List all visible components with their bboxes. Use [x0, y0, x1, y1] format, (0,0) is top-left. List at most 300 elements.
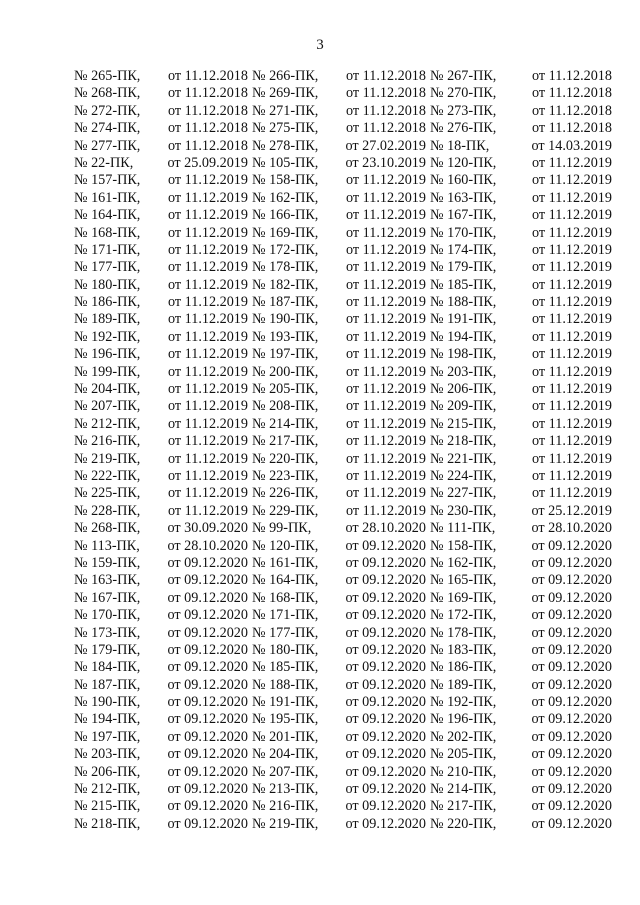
document-date: от 11.12.2019 — [532, 450, 612, 467]
list-row — [74, 120, 618, 137]
document-date: от 09.12.2020 — [345, 641, 426, 658]
document-entry — [74, 311, 252, 328]
document-entry — [252, 694, 430, 711]
document-entry — [430, 677, 612, 694]
document-date: от 11.12.2019 — [346, 172, 426, 189]
document-list — [74, 68, 618, 833]
document-entry — [74, 329, 252, 346]
list-row — [74, 277, 618, 294]
document-entry — [430, 364, 612, 381]
document-entry — [430, 607, 612, 624]
document-number: № 187-ПК, — [252, 294, 319, 311]
document-date: от 11.12.2019 — [532, 328, 612, 345]
document-number: № 170-ПК, — [74, 607, 141, 624]
document-date: от 11.12.2019 — [346, 207, 426, 224]
document-date: от 11.12.2019 — [532, 485, 612, 502]
document-number: № 204-ПК, — [252, 746, 319, 763]
document-entry — [74, 294, 252, 311]
document-entry — [430, 155, 612, 172]
document-number: № 204-ПК, — [74, 381, 141, 398]
document-entry — [74, 659, 252, 676]
document-number: № 172-ПК, — [252, 241, 319, 258]
document-entry — [252, 677, 430, 694]
document-date: от 11.12.2018 — [168, 85, 248, 102]
document-number: № 227-ПК, — [430, 485, 497, 502]
document-number: № 190-ПК, — [252, 311, 319, 328]
document-entry — [74, 520, 252, 537]
document-date: от 11.12.2019 — [346, 328, 426, 345]
document-date: от 28.10.2020 — [531, 520, 612, 537]
document-number: № 272-ПК, — [74, 102, 141, 119]
document-date: от 11.12.2019 — [168, 485, 248, 502]
document-date: от 11.12.2018 — [532, 120, 612, 137]
document-number: № 18-ПК, — [430, 137, 490, 154]
document-number: № 277-ПК, — [74, 137, 141, 154]
document-number: № 171-ПК, — [74, 241, 141, 258]
document-number: № 213-ПК, — [252, 781, 319, 798]
document-number: № 192-ПК, — [74, 328, 141, 345]
document-date: от 11.12.2018 — [532, 68, 612, 84]
document-number: № 190-ПК, — [74, 694, 141, 711]
document-date: от 11.12.2019 — [168, 276, 248, 293]
document-number: № 170-ПК, — [430, 224, 497, 241]
list-row — [74, 433, 618, 450]
document-date: от 09.12.2020 — [531, 763, 612, 780]
document-entry — [74, 190, 252, 207]
document-entry — [74, 764, 252, 781]
document-date: от 25.12.2019 — [531, 502, 612, 519]
document-date: от 11.12.2019 — [168, 381, 248, 398]
document-entry — [430, 468, 612, 485]
document-number: № 221-ПК, — [430, 450, 497, 467]
list-row — [74, 416, 618, 433]
document-entry — [74, 642, 252, 659]
document-number: № 229-ПК, — [252, 502, 319, 519]
document-entry — [74, 207, 252, 224]
list-row — [74, 311, 618, 328]
document-number: № 185-ПК, — [430, 276, 497, 293]
document-number: № 202-ПК, — [430, 728, 497, 745]
list-row — [74, 190, 618, 207]
document-number: № 216-ПК, — [74, 433, 141, 450]
document-date: от 09.12.2020 — [167, 554, 248, 571]
document-entry — [252, 242, 430, 259]
list-row — [74, 677, 618, 694]
document-date: от 11.12.2019 — [346, 294, 426, 311]
document-entry — [74, 259, 252, 276]
document-number: № 167-ПК, — [74, 589, 141, 606]
document-number: № 178-ПК, — [252, 259, 319, 276]
document-entry — [74, 398, 252, 415]
document-number: № 158-ПК, — [252, 172, 319, 189]
document-entry — [252, 625, 430, 642]
document-date: от 09.12.2020 — [345, 694, 426, 711]
document-date: от 11.12.2018 — [532, 102, 612, 119]
document-date: от 11.12.2018 — [346, 102, 426, 119]
document-date: от 09.12.2020 — [345, 798, 426, 815]
document-date: от 09.12.2020 — [531, 589, 612, 606]
document-entry — [430, 346, 612, 363]
document-entry — [252, 294, 430, 311]
document-date: от 11.12.2019 — [532, 241, 612, 258]
document-entry — [252, 746, 430, 763]
document-number: № 268-ПК, — [74, 85, 141, 102]
document-number: № 267-ПК, — [430, 68, 497, 84]
document-entry — [430, 503, 612, 520]
document-number: № 217-ПК, — [430, 798, 497, 815]
document-entry — [74, 572, 252, 589]
document-number: № 199-ПК, — [74, 363, 141, 380]
document-entry — [252, 590, 430, 607]
list-row — [74, 798, 618, 815]
document-entry — [430, 520, 612, 537]
document-entry — [74, 746, 252, 763]
document-date: от 09.12.2020 — [345, 659, 426, 676]
document-number: № 105-ПК, — [252, 154, 319, 171]
document-entry — [252, 729, 430, 746]
document-entry — [74, 277, 252, 294]
document-entry — [74, 798, 252, 815]
document-number: № 216-ПК, — [252, 798, 319, 815]
document-date: от 09.12.2020 — [531, 694, 612, 711]
document-entry — [74, 85, 252, 102]
document-date: от 14.03.2019 — [531, 137, 612, 154]
document-date: от 11.12.2019 — [168, 224, 248, 241]
document-date: от 25.09.2019 — [167, 154, 248, 171]
document-number: № 164-ПК, — [74, 207, 141, 224]
document-entry — [430, 711, 612, 728]
document-entry — [252, 381, 430, 398]
document-number: № 275-ПК, — [252, 120, 319, 137]
document-number: № 178-ПК, — [430, 624, 497, 641]
document-date: от 11.12.2019 — [532, 276, 612, 293]
document-number: № 206-ПК, — [430, 381, 497, 398]
document-number: № 158-ПК, — [430, 537, 497, 554]
document-number: № 161-ПК, — [74, 189, 141, 206]
document-date: от 11.12.2019 — [168, 311, 248, 328]
document-date: от 09.12.2020 — [531, 572, 612, 589]
document-number: № 205-ПК, — [430, 746, 497, 763]
document-date: от 23.10.2019 — [345, 154, 426, 171]
document-entry — [252, 538, 430, 555]
document-number: № 217-ПК, — [252, 433, 319, 450]
list-row — [74, 816, 618, 833]
document-date: от 11.12.2019 — [532, 415, 612, 432]
document-number: № 197-ПК, — [74, 728, 141, 745]
document-number: № 203-ПК, — [74, 746, 141, 763]
document-number: № 169-ПК, — [430, 589, 497, 606]
document-number: № 182-ПК, — [252, 276, 319, 293]
document-date: от 11.12.2019 — [168, 259, 248, 276]
document-entry — [252, 68, 430, 85]
document-entry — [252, 311, 430, 328]
list-row — [74, 659, 618, 676]
document-entry — [252, 451, 430, 468]
document-entry — [252, 642, 430, 659]
document-date: от 30.09.2020 — [167, 520, 248, 537]
document-date: от 11.12.2019 — [168, 450, 248, 467]
document-date: от 11.12.2019 — [168, 415, 248, 432]
document-number: № 223-ПК, — [252, 467, 319, 484]
document-entry — [252, 225, 430, 242]
list-row — [74, 68, 618, 85]
list-row — [74, 381, 618, 398]
document-date: от 11.12.2019 — [346, 433, 426, 450]
document-date: от 11.12.2019 — [532, 224, 612, 241]
document-number: № 215-ПК, — [430, 415, 497, 432]
document-entry — [430, 746, 612, 763]
document-entry — [252, 503, 430, 520]
document-entry — [252, 416, 430, 433]
list-row — [74, 138, 618, 155]
document-entry — [430, 659, 612, 676]
document-number: № 196-ПК, — [74, 346, 141, 363]
document-date: от 11.12.2019 — [168, 433, 248, 450]
document-date: от 11.12.2019 — [346, 381, 426, 398]
document-date: от 11.12.2019 — [346, 450, 426, 467]
page-number: 3 — [316, 37, 324, 53]
document-number: № 198-ПК, — [430, 346, 497, 363]
document-number: № 273-ПК, — [430, 102, 497, 119]
document-entry — [252, 364, 430, 381]
document-date: от 11.12.2019 — [346, 485, 426, 502]
list-row — [74, 259, 618, 276]
list-row — [74, 694, 618, 711]
document-number: № 193-ПК, — [252, 328, 319, 345]
document-entry — [430, 294, 612, 311]
document-entry — [74, 172, 252, 189]
document-entry — [430, 572, 612, 589]
document-number: № 207-ПК, — [252, 763, 319, 780]
document-number: № 173-ПК, — [74, 624, 141, 641]
list-row — [74, 590, 618, 607]
document-number: № 186-ПК, — [74, 294, 141, 311]
document-date: от 09.12.2020 — [167, 711, 248, 728]
document-date: от 11.12.2019 — [346, 311, 426, 328]
document-entry — [430, 329, 612, 346]
list-row — [74, 607, 618, 624]
document-number: № 205-ПК, — [252, 381, 319, 398]
document-date: от 09.12.2020 — [167, 763, 248, 780]
document-number: № 215-ПК, — [74, 798, 141, 815]
document-entry — [430, 485, 612, 502]
document-date: от 09.12.2020 — [345, 624, 426, 641]
document-number: № 160-ПК, — [430, 172, 497, 189]
document-date: от 11.12.2019 — [532, 381, 612, 398]
document-date: от 09.12.2020 — [167, 781, 248, 798]
document-date: от 11.12.2019 — [346, 189, 426, 206]
document-number: № 164-ПК, — [252, 572, 319, 589]
document-date: от 09.12.2020 — [167, 624, 248, 641]
document-entry — [74, 555, 252, 572]
document-date: от 11.12.2019 — [532, 433, 612, 450]
document-entry — [74, 816, 252, 833]
document-entry — [252, 207, 430, 224]
document-entry — [252, 607, 430, 624]
list-row — [74, 572, 618, 589]
document-number: № 265-ПК, — [74, 68, 141, 84]
document-date: от 11.12.2019 — [532, 259, 612, 276]
document-number: № 188-ПК, — [252, 676, 319, 693]
document-entry — [430, 311, 612, 328]
document-date: от 11.12.2018 — [168, 137, 248, 154]
document-number: № 113-ПК, — [74, 537, 140, 554]
document-date: от 09.12.2020 — [345, 746, 426, 763]
document-entry — [430, 138, 612, 155]
document-date: от 09.12.2020 — [345, 728, 426, 745]
document-entry — [430, 68, 612, 85]
document-date: от 11.12.2019 — [532, 154, 612, 171]
document-entry — [74, 590, 252, 607]
list-row — [74, 346, 618, 363]
document-date: от 11.12.2019 — [346, 276, 426, 293]
document-number: № 194-ПК, — [74, 711, 141, 728]
document-date: от 09.12.2020 — [531, 624, 612, 641]
list-row — [74, 711, 618, 728]
document-number: № 111-ПК, — [430, 520, 496, 537]
document-number: № 230-ПК, — [430, 502, 497, 519]
document-entry — [252, 120, 430, 137]
document-number: № 222-ПК, — [74, 467, 141, 484]
document-number: № 172-ПК, — [430, 607, 497, 624]
document-number: № 191-ПК, — [430, 311, 497, 328]
document-number: № 177-ПК, — [74, 259, 141, 276]
document-date: от 09.12.2020 — [531, 798, 612, 815]
document-date: от 09.12.2020 — [345, 589, 426, 606]
document-date: от 09.12.2020 — [167, 746, 248, 763]
document-entry — [74, 103, 252, 120]
document-date: от 09.12.2020 — [531, 554, 612, 571]
document-date: от 11.12.2019 — [532, 363, 612, 380]
document-date: от 11.12.2019 — [532, 467, 612, 484]
document-entry — [430, 451, 612, 468]
document-number: № 195-ПК, — [252, 711, 319, 728]
document-number: № 220-ПК, — [430, 815, 497, 832]
document-date: от 11.12.2018 — [532, 85, 612, 102]
list-row — [74, 294, 618, 311]
document-entry — [252, 798, 430, 815]
document-number: № 162-ПК, — [252, 189, 319, 206]
list-row — [74, 764, 618, 781]
document-entry — [430, 625, 612, 642]
document-date: от 11.12.2018 — [168, 120, 248, 137]
document-entry — [252, 485, 430, 502]
document-number: № 207-ПК, — [74, 398, 141, 415]
document-number: № 214-ПК, — [252, 415, 319, 432]
document-number: № 270-ПК, — [430, 85, 497, 102]
document-entry — [74, 381, 252, 398]
list-row — [74, 538, 618, 555]
document-number: № 212-ПК, — [74, 781, 141, 798]
document-date: от 11.12.2019 — [532, 294, 612, 311]
list-row — [74, 103, 618, 120]
list-row — [74, 398, 618, 415]
document-entry — [252, 398, 430, 415]
document-date: от 11.12.2019 — [346, 363, 426, 380]
document-entry — [430, 120, 612, 137]
document-entry — [252, 346, 430, 363]
list-row — [74, 364, 618, 381]
document-date: от 11.12.2019 — [346, 346, 426, 363]
document-date: от 11.12.2019 — [532, 189, 612, 206]
document-entry — [74, 468, 252, 485]
document-number: № 169-ПК, — [252, 224, 319, 241]
document-number: № 179-ПК, — [74, 641, 141, 658]
document-number: № 220-ПК, — [252, 450, 319, 467]
document-entry — [430, 259, 612, 276]
document-date: от 11.12.2019 — [532, 398, 612, 415]
document-date: от 11.12.2018 — [168, 68, 248, 84]
document-entry — [74, 729, 252, 746]
document-number: № 214-ПК, — [430, 781, 497, 798]
document-entry — [74, 120, 252, 137]
document-entry — [74, 68, 252, 85]
document-date: от 09.12.2020 — [345, 815, 426, 832]
document-entry — [430, 781, 612, 798]
document-entry — [74, 346, 252, 363]
document-date: от 09.12.2020 — [345, 711, 426, 728]
document-date: от 11.12.2019 — [168, 467, 248, 484]
list-row — [74, 520, 618, 537]
document-entry — [252, 433, 430, 450]
document-entry — [252, 816, 430, 833]
list-row — [74, 451, 618, 468]
document-number: № 167-ПК, — [430, 207, 497, 224]
document-number: № 174-ПК, — [430, 241, 497, 258]
document-entry — [252, 659, 430, 676]
document-date: от 09.12.2020 — [167, 589, 248, 606]
document-date: от 11.12.2019 — [168, 294, 248, 311]
document-number: № 212-ПК, — [74, 415, 141, 432]
document-number: № 203-ПК, — [430, 363, 497, 380]
document-date: от 11.12.2019 — [532, 311, 612, 328]
document-number: № 228-ПК, — [74, 502, 141, 519]
document-entry — [252, 468, 430, 485]
document-date: от 11.12.2018 — [168, 102, 248, 119]
list-row — [74, 625, 618, 642]
document-date: от 09.12.2020 — [345, 607, 426, 624]
document-number: № 159-ПК, — [74, 554, 141, 571]
document-number: № 276-ПК, — [430, 120, 497, 137]
document-date: от 11.12.2019 — [346, 502, 426, 519]
document-date: от 09.12.2020 — [345, 763, 426, 780]
document-entry — [430, 798, 612, 815]
document-number: № 271-ПК, — [252, 102, 319, 119]
document-number: № 266-ПК, — [252, 68, 319, 84]
document-number: № 225-ПК, — [74, 485, 141, 502]
document-entry — [430, 172, 612, 189]
document-date: от 09.12.2020 — [167, 815, 248, 832]
document-entry — [252, 781, 430, 798]
document-date: от 11.12.2019 — [168, 398, 248, 415]
document-number: № 180-ПК, — [74, 276, 141, 293]
document-date: от 11.12.2018 — [346, 68, 426, 84]
document-date: от 11.12.2019 — [168, 502, 248, 519]
document-date: от 11.12.2019 — [168, 363, 248, 380]
list-row — [74, 503, 618, 520]
document-entry — [74, 694, 252, 711]
document-entry — [430, 538, 612, 555]
list-row — [74, 155, 618, 172]
document-entry — [252, 103, 430, 120]
document-entry — [430, 225, 612, 242]
document-date: от 09.12.2020 — [167, 572, 248, 589]
document-date: от 09.12.2020 — [167, 798, 248, 815]
document-entry — [252, 572, 430, 589]
document-number: № 161-ПК, — [252, 554, 319, 571]
document-entry — [252, 520, 430, 537]
document-number: № 120-ПК, — [430, 154, 497, 171]
